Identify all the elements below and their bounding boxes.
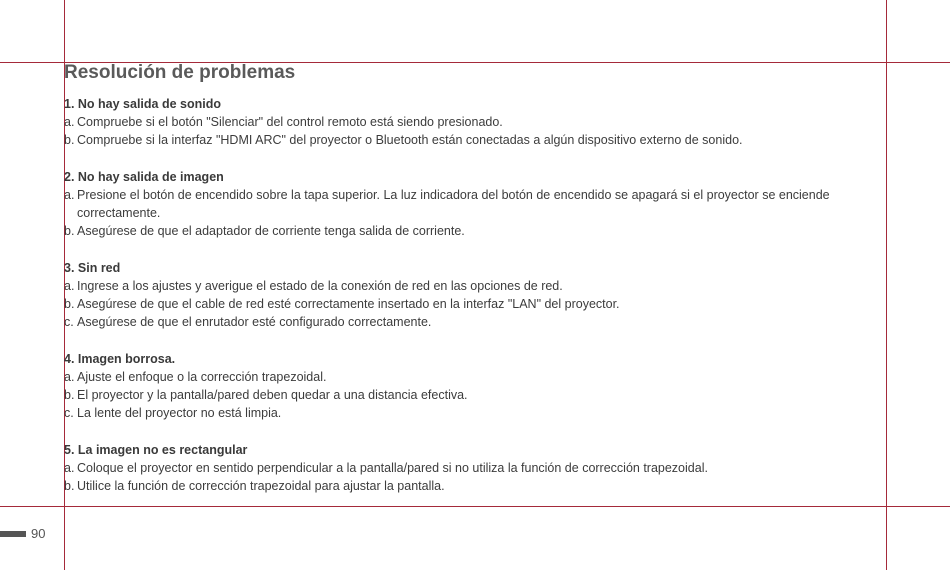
list-item	[64, 295, 884, 313]
page-number-bar	[0, 531, 26, 537]
list-item	[64, 131, 884, 149]
page-number: 90	[31, 526, 46, 541]
list-item	[64, 404, 884, 422]
item-text: Asegúrese de que el cable de red esté correctamente insertado en la interfaz "LAN" del proyector.	[77, 297, 620, 311]
troubleshooting-section	[64, 441, 884, 495]
item-text: El proyector y la pantalla/pared deben quedar a una distancia efectiva.	[77, 388, 468, 402]
troubleshooting-section	[64, 350, 884, 422]
section-heading: 2. No hay salida de imagen	[64, 170, 224, 184]
list-item	[64, 459, 884, 477]
list-item	[64, 113, 884, 131]
item-text: La lente del proyector no está limpia.	[77, 406, 282, 420]
list-item	[64, 186, 884, 222]
list-item	[64, 313, 884, 331]
page-title: Resolución de problemas	[64, 62, 296, 83]
item-letter: a.	[64, 115, 75, 129]
list-item	[64, 368, 884, 386]
item-text: Presione el botón de encendido sobre la tapa superior. La luz indicadora del botón de encendido se apagará si el proyector se enciende correctamente.	[77, 188, 830, 220]
list-item	[64, 386, 884, 404]
item-letter: a.	[64, 461, 75, 475]
item-letter: c.	[64, 406, 74, 420]
item-text: Coloque el proyector en sentido perpendicular a la pantalla/pared si no utiliza la función de corrección trapezoidal.	[77, 461, 708, 475]
item-letter: b.	[64, 133, 75, 147]
item-text: Asegúrese de que el enrutador esté configurado correctamente.	[77, 315, 432, 329]
list-item	[64, 277, 884, 295]
section-heading: 1. No hay salida de sonido	[64, 97, 221, 111]
item-letter: b.	[64, 297, 75, 311]
item-letter: a.	[64, 279, 75, 293]
guide-line-right	[886, 0, 887, 570]
troubleshooting-section	[64, 259, 884, 331]
list-item	[64, 477, 884, 495]
troubleshooting-section	[64, 95, 884, 149]
section-heading: 3. Sin red	[64, 261, 121, 275]
item-text: Ajuste el enfoque o la corrección trapezoidal.	[77, 370, 327, 384]
section-heading: 4. Imagen borrosa.	[64, 352, 176, 366]
item-letter: b.	[64, 479, 75, 493]
troubleshooting-content	[64, 95, 884, 514]
list-item	[64, 222, 884, 240]
troubleshooting-section	[64, 168, 884, 240]
item-text: Utilice la función de corrección trapezoidal para ajustar la pantalla.	[77, 479, 445, 493]
item-letter: c.	[64, 315, 74, 329]
item-text: Ingrese a los ajustes y averigue el estado de la conexión de red en las opciones de red.	[77, 279, 563, 293]
item-letter: b.	[64, 388, 75, 402]
section-heading: 5. La imagen no es rectangular	[64, 443, 248, 457]
item-text: Compruebe si el botón "Silenciar" del control remoto está siendo presionado.	[77, 115, 503, 129]
item-letter: a.	[64, 370, 75, 384]
item-letter: a.	[64, 188, 75, 202]
item-text: Compruebe si la interfaz "HDMI ARC" del proyector o Bluetooth están conectadas a algún dispositivo externo de sonido.	[77, 133, 743, 147]
item-letter: b.	[64, 224, 75, 238]
item-text: Asegúrese de que el adaptador de corriente tenga salida de corriente.	[77, 224, 465, 238]
